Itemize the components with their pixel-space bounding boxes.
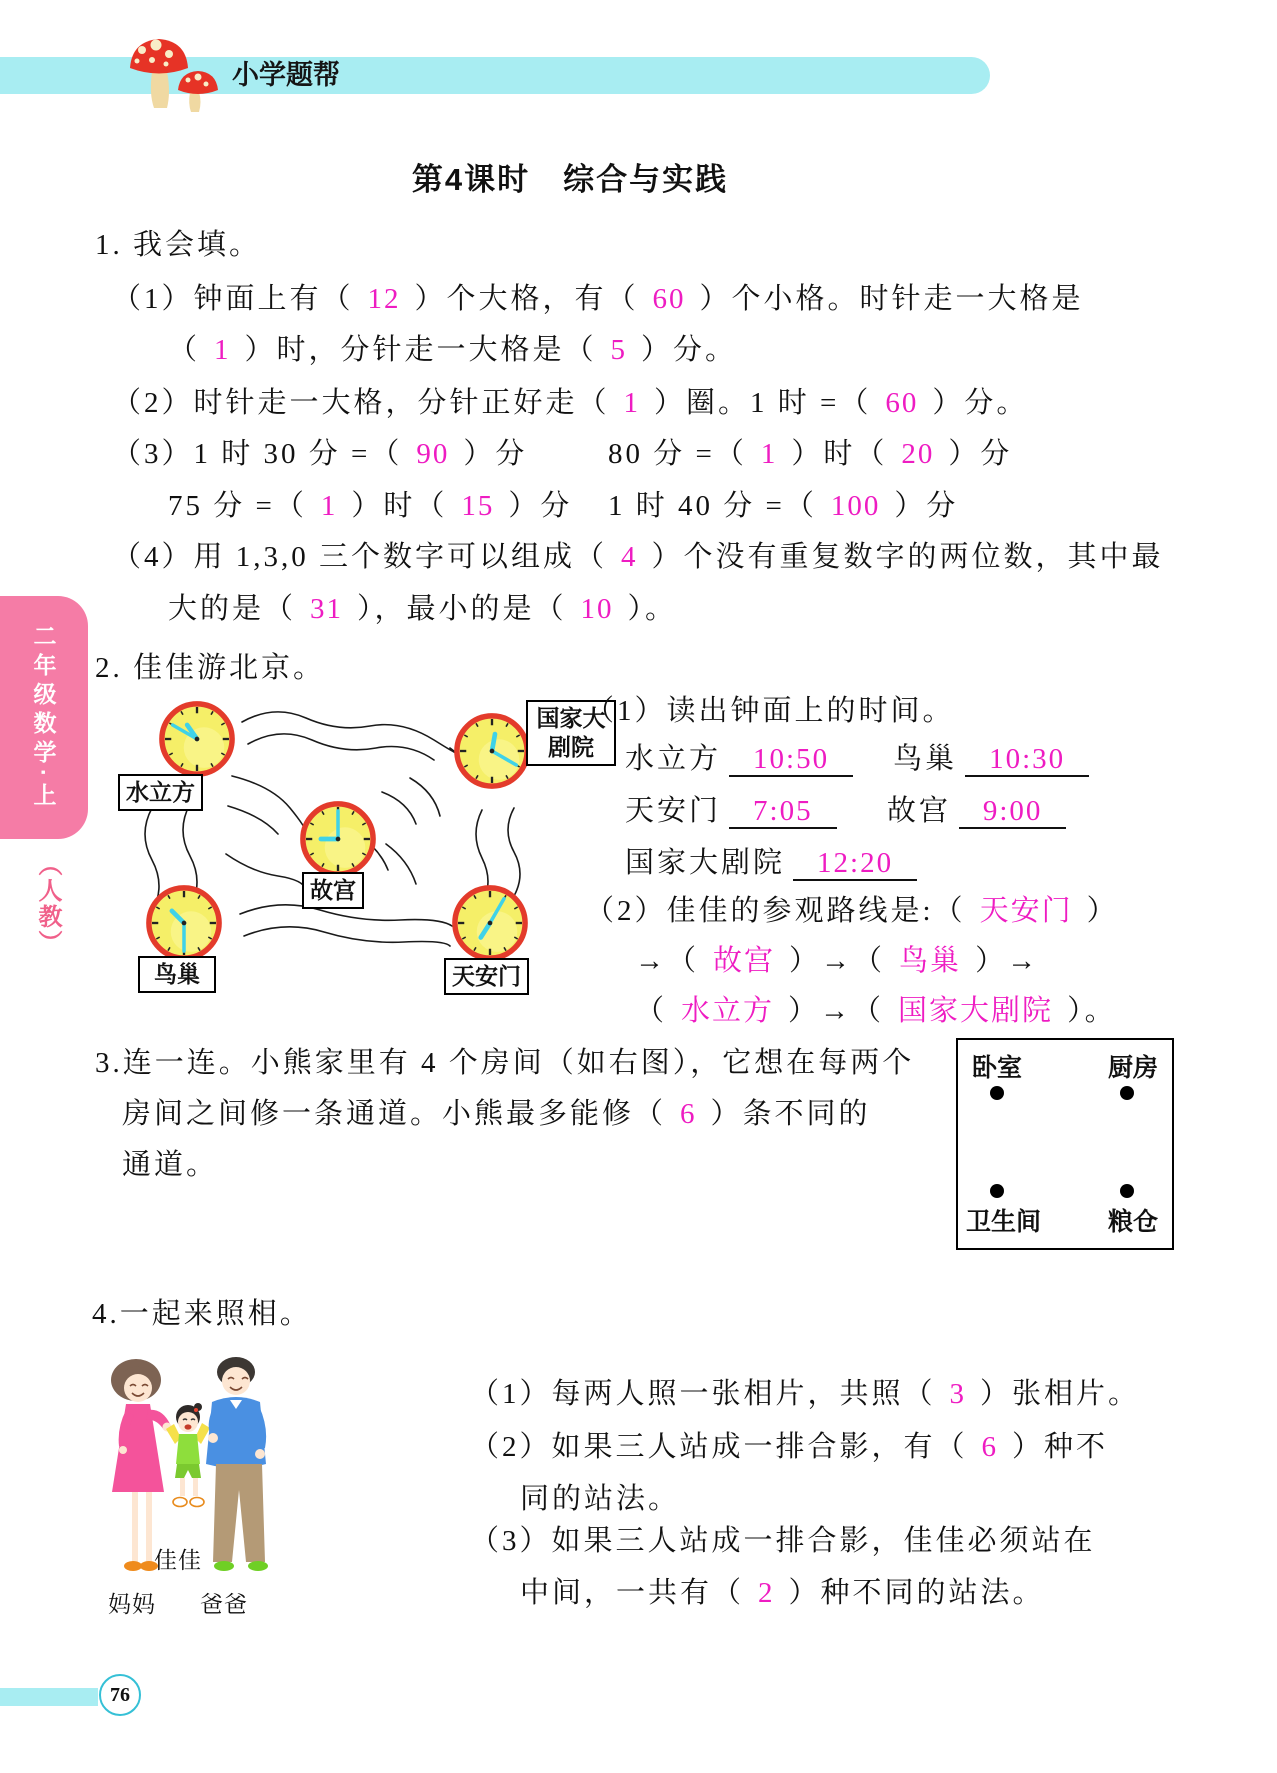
question-text: （4）用 1,3,0 三个数字可以组成（: [112, 541, 608, 573]
question-text: 中间，一共有（: [520, 1577, 745, 1609]
clock-shuilifang: [155, 700, 239, 778]
question-text: 水立方: [625, 743, 722, 775]
map-label-shuilifang: 水立方: [118, 774, 203, 811]
question-text: ）分。: [641, 334, 738, 366]
question-text: ），最小的是（: [357, 593, 567, 625]
question-text: （2）如果三人站成一排合影，有（: [470, 1431, 968, 1463]
answer-text: 12: [367, 283, 401, 315]
question-text: 1 时 40 分 =（: [608, 490, 817, 522]
answer-text: 4: [621, 541, 638, 573]
room-dot: [990, 1086, 1004, 1100]
question-text: 3.连一连。小熊家里有 4 个房间（如右图），它想在每两个: [95, 1047, 915, 1079]
room-diagram: [956, 1038, 1174, 1250]
page-number: 76: [110, 1683, 130, 1706]
q1-line: [112, 431, 527, 472]
q1-heading: 1. 我会填。: [95, 229, 262, 261]
q3-line: [122, 1091, 871, 1132]
answer-text: 国家大剧院: [898, 995, 1054, 1027]
question-text: 鸟巢: [861, 743, 958, 775]
brand-title: 小学题帮: [232, 60, 340, 90]
question-text: （: [635, 995, 668, 1027]
question-text: ）分: [463, 438, 528, 470]
q1-line: [608, 483, 958, 524]
question-text: 大的是（: [168, 593, 297, 625]
answer-text: 水立方: [681, 995, 775, 1027]
question-text: ）圈。1 时 =（: [654, 387, 872, 419]
q2-route-line: [585, 888, 1119, 929]
room-dot: [1120, 1086, 1134, 1100]
answer-text: 6: [680, 1098, 697, 1130]
footer-bar: [0, 1688, 98, 1706]
q2-time-row: [625, 736, 1097, 777]
question-text: ）个没有重复数字的两位数，其中最: [651, 541, 1164, 573]
clock-gugong: [296, 800, 380, 878]
q4-line: [470, 1424, 1108, 1465]
answer-text: 20: [901, 438, 935, 470]
q4-line: [470, 1371, 1140, 1412]
answer-text: 10:50: [729, 743, 853, 777]
answer-text: 故宫: [713, 945, 776, 977]
question-text: 天安门: [625, 795, 722, 827]
beijing-map: [110, 692, 606, 1012]
answer-text: 6: [981, 1431, 999, 1463]
question-text: （1）每两人照一张相片，共照（: [470, 1378, 936, 1410]
question-text: ）分: [894, 490, 959, 522]
answer-text: 2: [758, 1577, 775, 1609]
question-text: →（: [635, 945, 700, 977]
page-number-badge: [99, 1674, 141, 1716]
question-text: ）→（: [788, 995, 885, 1027]
question-text: ）→: [975, 945, 1040, 977]
answer-text: 7:05: [729, 795, 837, 829]
answer-text: 60: [652, 283, 686, 315]
room-label-bedroom: 卧室: [972, 1054, 1023, 1082]
answer-text: 31: [310, 593, 344, 625]
figure-label-kid: 佳佳: [154, 1548, 202, 1573]
question-text: ）→（: [789, 945, 886, 977]
answer-text: 90: [416, 438, 450, 470]
clock-tiananmen: [448, 884, 532, 962]
question-text: ）分。: [932, 387, 1029, 419]
map-label-gugong: 故宫: [302, 872, 364, 909]
question-text: ）。: [627, 593, 678, 625]
question-text: 故宫: [844, 795, 951, 827]
question-text: ）时（: [791, 438, 888, 470]
answer-text: 天安门: [979, 895, 1073, 927]
q1-line: [168, 327, 737, 368]
question-text: ）个小格。时针走一大格是: [699, 283, 1084, 315]
question-text: 国家大剧院: [625, 847, 786, 879]
q2-route-line: [635, 938, 1039, 979]
question-text: ）种不: [1012, 1431, 1109, 1463]
answer-text: 3: [949, 1378, 967, 1410]
answer-text: 9:00: [959, 795, 1067, 829]
answer-text: 5: [610, 334, 628, 366]
question-text: （: [168, 334, 201, 366]
clock-guojiadajuyuan: [450, 712, 534, 790]
question-text: 房间之间修一条通道。小熊最多能修（: [122, 1098, 667, 1130]
q1-line: [112, 380, 1028, 421]
q1-line: [112, 276, 1084, 317]
q2-heading: 2. 佳佳游北京。: [95, 652, 326, 684]
q4-heading: 4.一起来照相。: [92, 1298, 312, 1330]
map-label-niaochao: 鸟巢: [138, 956, 216, 993]
room-dot: [1120, 1184, 1134, 1198]
question-text: ）: [1086, 895, 1119, 927]
q3-line: [95, 1040, 914, 1081]
family-illustration: [96, 1354, 281, 1617]
room-dot: [990, 1184, 1004, 1198]
question-text: ）时（: [351, 490, 448, 522]
answer-text: 12:20: [793, 847, 917, 881]
question-text: （3）如果三人站成一排合影，佳佳必须站在: [470, 1525, 1096, 1557]
q4-line: [520, 1570, 1045, 1611]
question-text: 75 分 =（: [168, 490, 307, 522]
q4-line: [470, 1518, 1096, 1559]
mushroom-logo-icon: [122, 34, 222, 114]
q4-line: [520, 1476, 680, 1517]
page-title: 第4课时 综合与实践: [411, 162, 729, 197]
question-text: 同的站法。: [520, 1483, 681, 1515]
q1-line: [168, 586, 677, 627]
sidebar-publisher-label: （人教）: [34, 852, 61, 956]
answer-text: 100: [830, 490, 881, 522]
q1-line: [608, 431, 1012, 472]
question-text: （2）佳佳的参观路线是:（: [585, 895, 966, 927]
answer-text: 1: [760, 438, 778, 470]
q2-time-row: [625, 788, 1074, 829]
question-text: （1）钟面上有（: [112, 283, 354, 315]
room-label-bathroom: 卫生间: [966, 1208, 1042, 1236]
q2-route-line: [635, 988, 1117, 1029]
q1-line: [112, 534, 1164, 575]
map-label-tiananmen: 天安门: [444, 958, 529, 995]
question-text: ）分: [948, 438, 1013, 470]
question-text: （2）时针走一大格，分针正好走（: [112, 387, 610, 419]
answer-text: 10: [580, 593, 614, 625]
answer-text: 60: [885, 387, 919, 419]
question-text: ）。: [1067, 995, 1117, 1027]
q2-part1-heading: （1）读出钟面上的时间。: [585, 695, 955, 727]
question-text: 通道。: [122, 1149, 219, 1181]
question-text: ）种不同的站法。: [788, 1577, 1045, 1609]
map-label-guojiadajuyuan: 国家大剧院: [526, 700, 616, 766]
answer-text: 鸟巢: [899, 945, 962, 977]
answer-text: 10:30: [965, 743, 1089, 777]
answer-text: 1: [214, 334, 231, 366]
sidebar-series-label: 二年级数学·上: [30, 623, 57, 812]
answer-text: 1: [623, 387, 641, 419]
room-label-kitchen: 厨房: [1107, 1054, 1158, 1082]
q3-line: [122, 1142, 218, 1183]
question-text: （3）1 时 30 分 =（: [112, 438, 403, 470]
answer-text: 15: [461, 490, 495, 522]
question-text: 80 分 =（: [608, 438, 747, 470]
q2-time-row: [625, 840, 925, 881]
question-text: ）时，分针走一大格是（: [244, 334, 597, 366]
q1-line: [168, 483, 572, 524]
question-text: ）条不同的: [710, 1098, 871, 1130]
figure-label-mom: 妈妈: [108, 1592, 156, 1617]
figure-label-dad: 爸爸: [200, 1592, 248, 1617]
question-text: ）分: [508, 490, 573, 522]
question-text: ）张相片。: [980, 1378, 1141, 1410]
room-label-granary: 粮仓: [1107, 1208, 1158, 1236]
question-text: ）个大格，有（: [414, 283, 639, 315]
clock-niaochao: [142, 884, 226, 962]
answer-text: 1: [320, 490, 338, 522]
sidebar-series-tab: [0, 596, 88, 839]
